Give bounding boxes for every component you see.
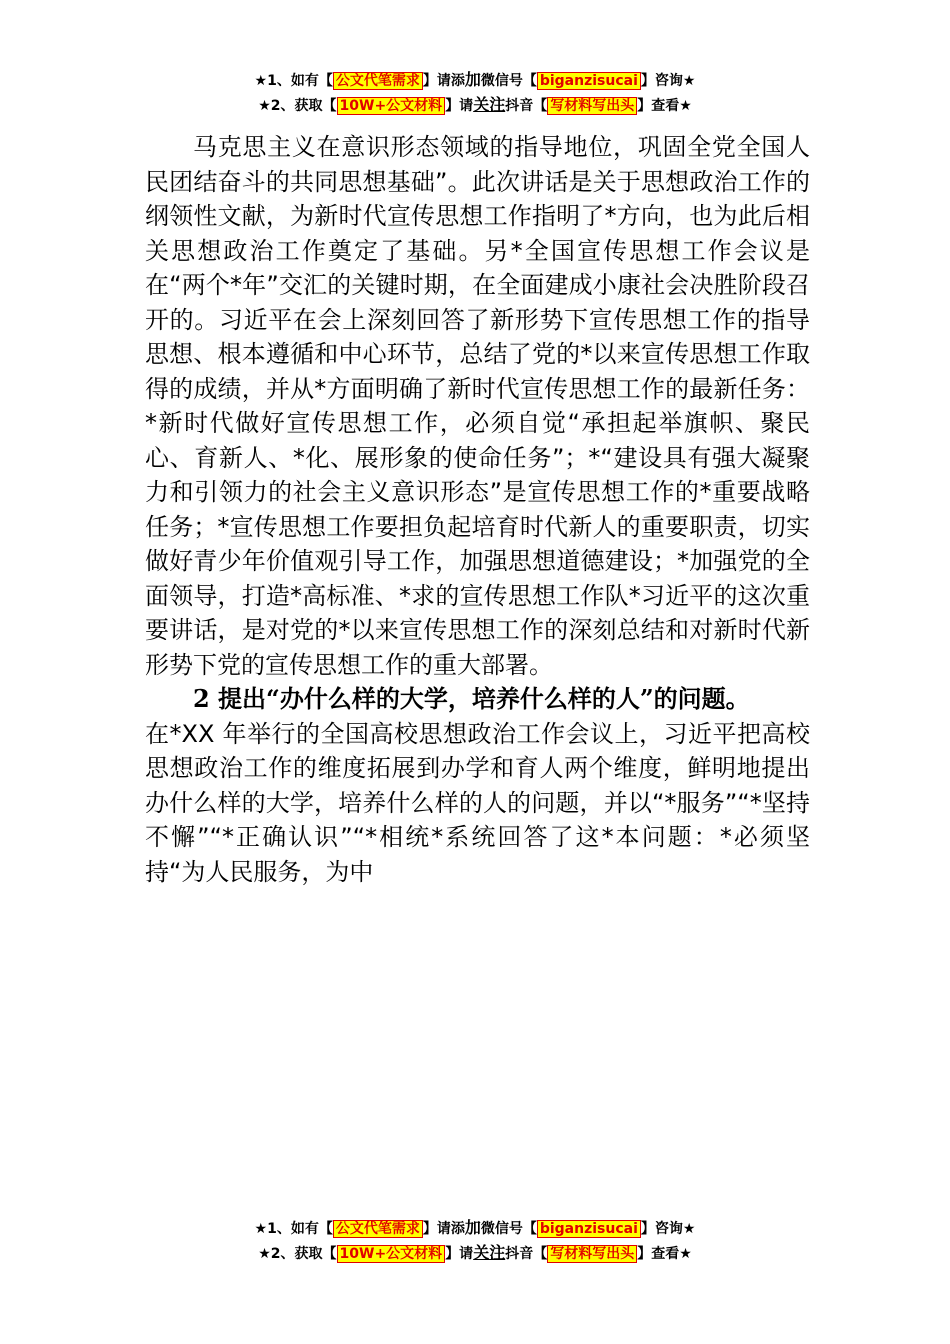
paragraph-1: 马克思主义在意识形态领域的指导地位，巩固全党全国人民团结奋斗的共同思想基础”。此次讲话是关于思想政治工作的纲领性文献，为新时代宣传思想工作指明了*方向，也为此后相关思想政治工作奠定了基础。另*全国宣传思想工作会议是在“两个*年”交汇的关键时期，在全面建成小康社会决胜阶段召开的。习近平在会上深刻回答了新形势下宣传思想工作的指导思想、根本遵循和中心环节，总结了党的*以来宣传思想工作取得的成绩，并从*方面明确了新时代宣传思想工作的最新任务：*新时代做好宣传思想工作，必须自觉“承担起举旗帜、聚民心、育新人、*化、展形象的使命任务”；*“建设具有强大凝聚力和引领力的社会主义意识形态”是宣传思想工作的*重要战略任务；*宣传思想工作要担负起培育时代新人的重要职责，切实做好青少年价值观引导工作，加强思想道德建设；*加强党的全面领导，打造*高标准、*求的宣传思想工作队*习近平的这次重要讲话，是对党的*以来宣传思想工作的深刻总结和对新时代新形势下党的宣传思想工作的重大部署。 — [145, 133, 810, 679]
footer-banner — [0, 1216, 950, 1266]
section-heading-2: 2 提出“办什么样的大学，培养什么样的人”的问题。 — [193, 684, 750, 713]
banner-highlight-service: 公文代笔需求 — [333, 72, 423, 90]
banner-highlight-materials: 10W+公文材料 — [337, 97, 446, 115]
banner-line-2: ★2、获取【 10W+公文材料 】请关注抖音【 写材料写出头 】查看★ — [258, 1243, 692, 1262]
banner-highlight-wechat: biganzisucai — [537, 72, 641, 90]
banner-line-1: ★1、如有【 公文代笔需求 】请添加微信号【 biganzisucai 】咨询★ — [254, 70, 696, 89]
banner-highlight-wechat: biganzisucai — [537, 1220, 641, 1238]
banner-highlight-materials: 10W+公文材料 — [337, 1245, 446, 1263]
banner-highlight-douyin: 写材料写出头 — [547, 97, 637, 115]
document-body — [145, 130, 810, 889]
banner-highlight-douyin: 写材料写出头 — [547, 1245, 637, 1263]
banner-highlight-service: 公文代笔需求 — [333, 1220, 423, 1238]
banner-line-2: ★2、获取【 10W+公文材料 】请关注抖音【 写材料写出头 】查看★ — [258, 95, 692, 114]
paragraph-2: 在*XX 年举行的全国高校思想政治工作会议上，习近平把高校思想政治工作的维度拓展到办学和育人两个维度，鲜明地提出办什么样的大学，培养什么样的人的问题，并以“*服务”“*坚持不懈”“*正确认识”“*相统*系统回答了这*本问题：*必须坚持“为人民服务，为中 — [145, 719, 810, 886]
header-banner — [0, 68, 950, 118]
banner-line-1: ★1、如有【 公文代笔需求 】请添加微信号【 biganzisucai 】咨询★ — [254, 1218, 696, 1237]
